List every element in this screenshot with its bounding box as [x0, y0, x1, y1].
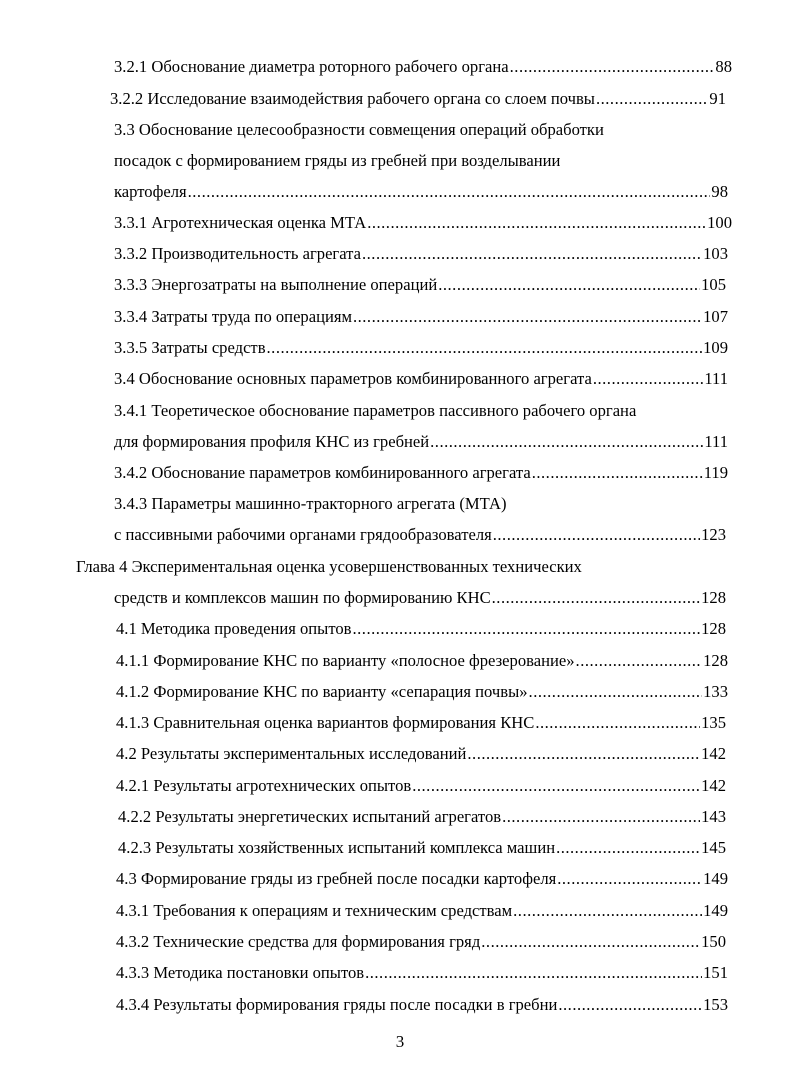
- toc-entry-page: 150: [701, 932, 726, 951]
- toc-leader-dots: [412, 774, 700, 798]
- toc-leader-dots: [362, 242, 702, 266]
- toc-entry-text: с пассивными рабочими органами грядообразователя: [114, 525, 492, 544]
- toc-entry-page: 91: [709, 89, 726, 108]
- toc-entry: [116, 961, 728, 985]
- toc-entry: [116, 742, 726, 766]
- toc-leader-dots: [557, 867, 702, 891]
- toc-entry: [114, 523, 726, 547]
- toc-entry-page: 98: [711, 182, 728, 201]
- toc-entry-text: 3.4 Обоснование основных параметров комбинированного агрегата: [114, 369, 592, 388]
- toc-entry-text: 4.2 Результаты экспериментальных исследований: [116, 744, 467, 763]
- toc-leader-dots: [596, 87, 708, 111]
- toc-entry-page: 88: [715, 57, 732, 76]
- toc-entry: [116, 867, 728, 891]
- toc-entry-text: 3.3 Обоснование целесообразности совмещения операций обработки: [114, 120, 604, 139]
- toc-entry-text: 4.1 Методика проведения опытов: [116, 619, 352, 638]
- toc-leader-dots: [502, 805, 700, 829]
- toc-leader-dots: [593, 367, 703, 391]
- toc-entry: [114, 242, 728, 266]
- toc-entry-text: 3.3.5 Затраты средств: [114, 338, 266, 357]
- toc-entry-text: 4.3.1 Требования к операциям и техническим средствам: [116, 901, 513, 920]
- toc-entry-text: 4.1.3 Сравнительная оценка вариантов формирования КНС: [116, 713, 535, 732]
- toc-leader-dots: [481, 930, 700, 954]
- toc-entry: [116, 993, 728, 1017]
- toc-entry-text: для формирования профиля КНС из гребней: [114, 432, 430, 451]
- toc-entry-page: 143: [701, 807, 726, 826]
- toc-leader-dots: [492, 586, 700, 610]
- toc-entry-text: 4.2.2 Результаты энергетических испытаний агрегатов: [118, 807, 502, 826]
- toc-entry: [116, 930, 726, 954]
- toc-entry-page: 119: [703, 463, 728, 482]
- toc-entry-text: 3.4.2 Обоснование параметров комбинированного агрегата: [114, 463, 531, 482]
- toc-entry-page: 111: [704, 369, 728, 388]
- toc-entry-text: посадок с формированием гряды из гребней при возделывании: [114, 151, 561, 170]
- toc-entry: [116, 899, 728, 923]
- toc-entry-page: 149: [703, 869, 728, 888]
- toc-entry-page: 105: [701, 275, 726, 294]
- toc-leader-dots: [467, 742, 700, 766]
- toc-leader-dots: [529, 680, 703, 704]
- toc-leader-dots: [576, 649, 703, 673]
- toc-chapter-heading: [76, 555, 736, 579]
- toc-entry-page: 145: [701, 838, 726, 857]
- toc-entry: [114, 149, 734, 173]
- toc-entry-text: 4.3 Формирование гряды из гребней после посадки картофеля: [116, 869, 557, 888]
- toc-leader-dots: [513, 899, 702, 923]
- toc-leader-dots: [493, 523, 700, 547]
- toc-entry: [118, 836, 726, 860]
- toc-entry: [114, 367, 728, 391]
- toc-entry: [116, 774, 726, 798]
- toc-entry: [110, 87, 726, 111]
- toc-entry-text: 4.2.3 Результаты хозяйственных испытаний комплекса машин: [118, 838, 556, 857]
- toc-entry-page: 142: [701, 776, 726, 795]
- toc-entry-page: 142: [701, 744, 726, 763]
- toc-entry-text: 4.3.2 Технические средства для формирования гряд: [116, 932, 481, 951]
- toc-entry-text: 3.2.2 Исследование взаимодействия рабочего органа со слоем почвы: [110, 89, 595, 108]
- toc-entry-page: 109: [703, 338, 728, 357]
- page-number: 3: [395, 1032, 405, 1051]
- toc-entry-page: 111: [704, 432, 728, 451]
- toc-entry-text: 4.3.4 Результаты формирования гряды после посадки в гребни: [116, 995, 558, 1014]
- toc-entry: [116, 617, 726, 641]
- toc-entry-text: Глава 4 Экспериментальная оценка усовершенствованных технических: [76, 557, 582, 576]
- toc-leader-dots: [558, 993, 702, 1017]
- toc-entry-text: 3.3.1 Агротехническая оценка МТА: [114, 213, 367, 232]
- toc-entry: [114, 430, 728, 454]
- toc-entry-page: 128: [703, 651, 728, 670]
- toc-entry-page: 103: [703, 244, 728, 263]
- toc-entry: [114, 180, 728, 204]
- toc-leader-dots: [535, 711, 700, 735]
- toc-leader-dots: [556, 836, 700, 860]
- toc-entry-text: средств и комплексов машин по формированию КНС: [114, 588, 491, 607]
- toc-entry: [114, 492, 734, 516]
- toc-entry-page: 107: [703, 307, 728, 326]
- toc-entry: [114, 586, 726, 610]
- toc-entry-text: 4.1.2 Формирование КНС по варианту «сепарация почвы»: [116, 682, 528, 701]
- toc-entry-page: 100: [707, 213, 732, 232]
- toc-leader-dots: [365, 961, 702, 985]
- toc-entry: [116, 711, 726, 735]
- toc-leader-dots: [532, 461, 703, 485]
- toc-entry-page: 149: [703, 901, 728, 920]
- toc-leader-dots: [438, 273, 700, 297]
- toc-entry: [114, 305, 728, 329]
- toc-leader-dots: [267, 336, 703, 360]
- toc-entry: [114, 118, 734, 142]
- toc-leader-dots: [188, 180, 711, 204]
- toc-leader-dots: [510, 55, 715, 79]
- toc-entry: [114, 55, 732, 79]
- toc-leader-dots: [367, 211, 706, 235]
- toc-entry-page: 128: [701, 588, 726, 607]
- toc-leader-dots: [430, 430, 703, 454]
- toc-entry: [118, 805, 726, 829]
- toc-entry-text: 4.1.1 Формирование КНС по варианту «полосное фрезерование»: [116, 651, 575, 670]
- toc-entry-text: картофеля: [114, 182, 187, 201]
- toc-entry-text: 4.2.1 Результаты агротехнических опытов: [116, 776, 412, 795]
- toc-entry: [116, 680, 728, 704]
- toc-entry-page: 151: [703, 963, 728, 982]
- toc-entry-text: 3.3.3 Энергозатраты на выполнение операций: [114, 275, 438, 294]
- toc-entry: [114, 399, 734, 423]
- toc-entry-text: 3.2.1 Обоснование диаметра роторного рабочего органа: [114, 57, 509, 76]
- toc-entry-page: 123: [701, 525, 726, 544]
- toc-entry: [114, 211, 732, 235]
- toc-entry: [114, 461, 728, 485]
- toc-entry: [114, 336, 728, 360]
- toc-entry-text: 3.3.2 Производительность агрегата: [114, 244, 361, 263]
- toc-entry-page: 133: [703, 682, 728, 701]
- toc-entry-text: 3.3.4 Затраты труда по операциям: [114, 307, 352, 326]
- toc-entry-text: 3.4.1 Теоретическое обоснование параметров пассивного рабочего органа: [114, 401, 637, 420]
- toc-entry: [116, 649, 728, 673]
- toc-entry-page: 153: [703, 995, 728, 1014]
- toc-entry-text: 4.3.3 Методика постановки опытов: [116, 963, 365, 982]
- toc-entry-page: 135: [701, 713, 726, 732]
- toc-entry-page: 128: [701, 619, 726, 638]
- toc-leader-dots: [353, 617, 701, 641]
- toc-entry: [114, 273, 726, 297]
- toc-entry-text: 3.4.3 Параметры машинно-тракторного агрегата (МТА): [114, 494, 507, 513]
- toc-leader-dots: [353, 305, 702, 329]
